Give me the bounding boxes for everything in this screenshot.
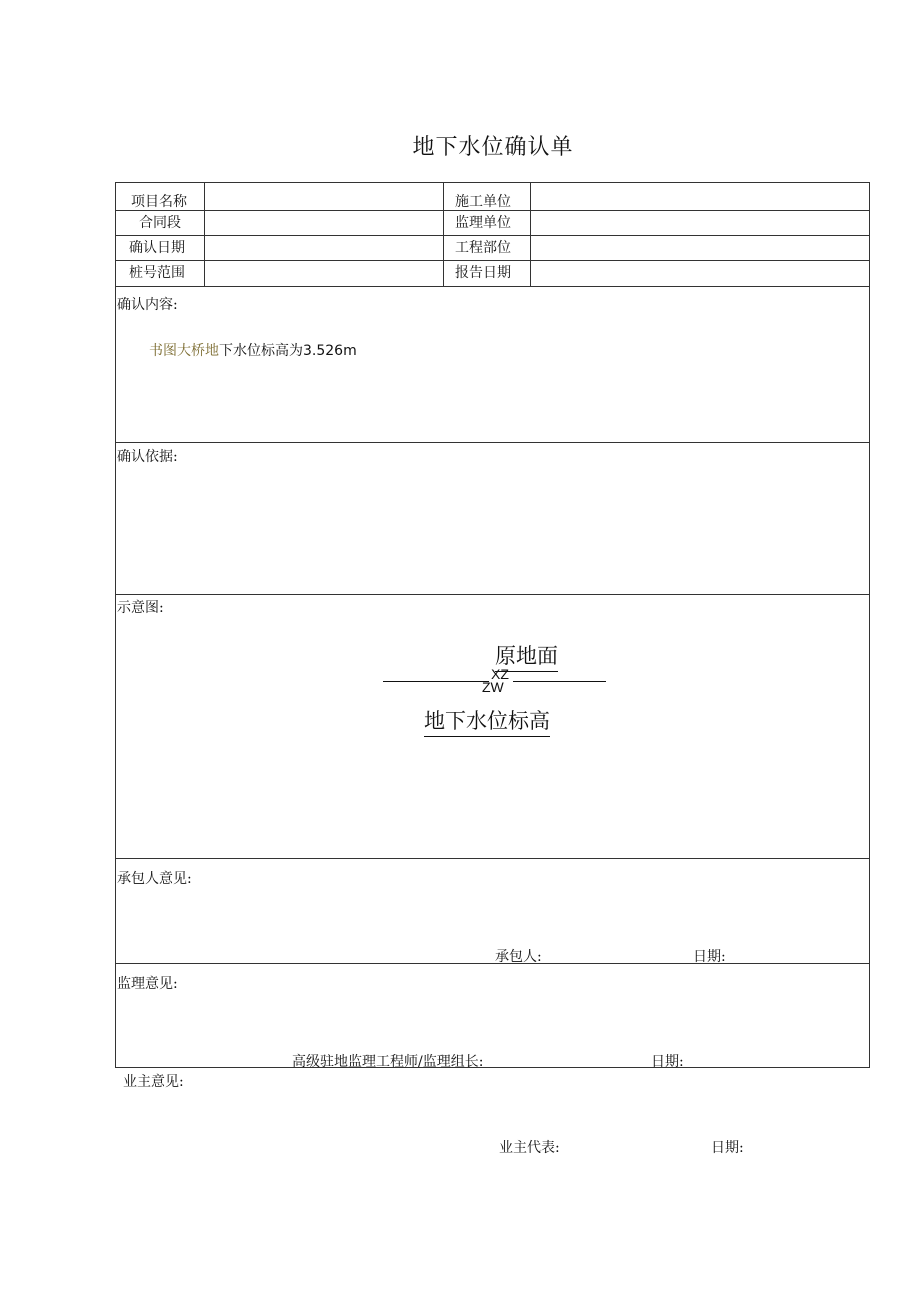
row-divider <box>115 260 870 261</box>
water-level-line-left <box>383 681 489 682</box>
owner-date-label: 日期: <box>711 1140 744 1156</box>
ground-surface-label: 原地面 <box>495 640 558 672</box>
supervisor-signer-label: 高级驻地监理工程师/监理组长: <box>292 1054 484 1070</box>
water-level-label: 地下水位标高 <box>424 705 550 737</box>
supervision-unit-label: 监理单位 <box>455 215 511 231</box>
confirm-content-bridge: 书图大桥地 <box>149 343 219 359</box>
contract-section-label: 合同段 <box>139 215 181 231</box>
report-date-label: 报告日期 <box>455 265 511 281</box>
section-divider <box>115 442 870 443</box>
basis-label: 确认依据: <box>117 449 178 465</box>
row-divider <box>115 286 870 287</box>
contractor-date-label: 日期: <box>693 949 726 965</box>
confirm-content-text <box>149 340 357 360</box>
page-title: 地下水位确认单 <box>412 135 574 160</box>
work-part-label: 工程部位 <box>455 240 511 256</box>
confirm-date-label: 确认日期 <box>129 240 185 256</box>
contractor-opinion-label: 承包人意见: <box>117 871 192 887</box>
section-divider <box>115 594 870 595</box>
supervisor-opinion-label: 监理意见: <box>117 976 178 992</box>
column-divider <box>204 182 205 286</box>
sketch-label: 示意图: <box>117 600 164 616</box>
confirm-content-level: 下水位标高为3.526m <box>219 343 357 359</box>
water-marker-bottom: ZW <box>482 679 504 695</box>
row-divider <box>115 235 870 236</box>
owner-signer-label: 业主代表: <box>499 1140 560 1156</box>
form-frame <box>115 182 870 1068</box>
column-divider <box>443 182 444 286</box>
construction-unit-label: 施工单位 <box>455 194 511 210</box>
project-name-label: 项目名称 <box>131 194 187 210</box>
water-level-line-right <box>513 681 606 682</box>
supervisor-date-label: 日期: <box>651 1054 684 1070</box>
water-marker-top: XZ <box>491 666 509 682</box>
contractor-signer-label: 承包人: <box>495 949 542 965</box>
pile-range-label: 桩号范围 <box>129 265 185 281</box>
column-divider <box>530 182 531 286</box>
section-divider <box>115 858 870 859</box>
confirm-content-label: 确认内容: <box>117 297 178 313</box>
owner-opinion-label: 业主意见: <box>123 1074 184 1090</box>
section-divider <box>115 963 870 964</box>
